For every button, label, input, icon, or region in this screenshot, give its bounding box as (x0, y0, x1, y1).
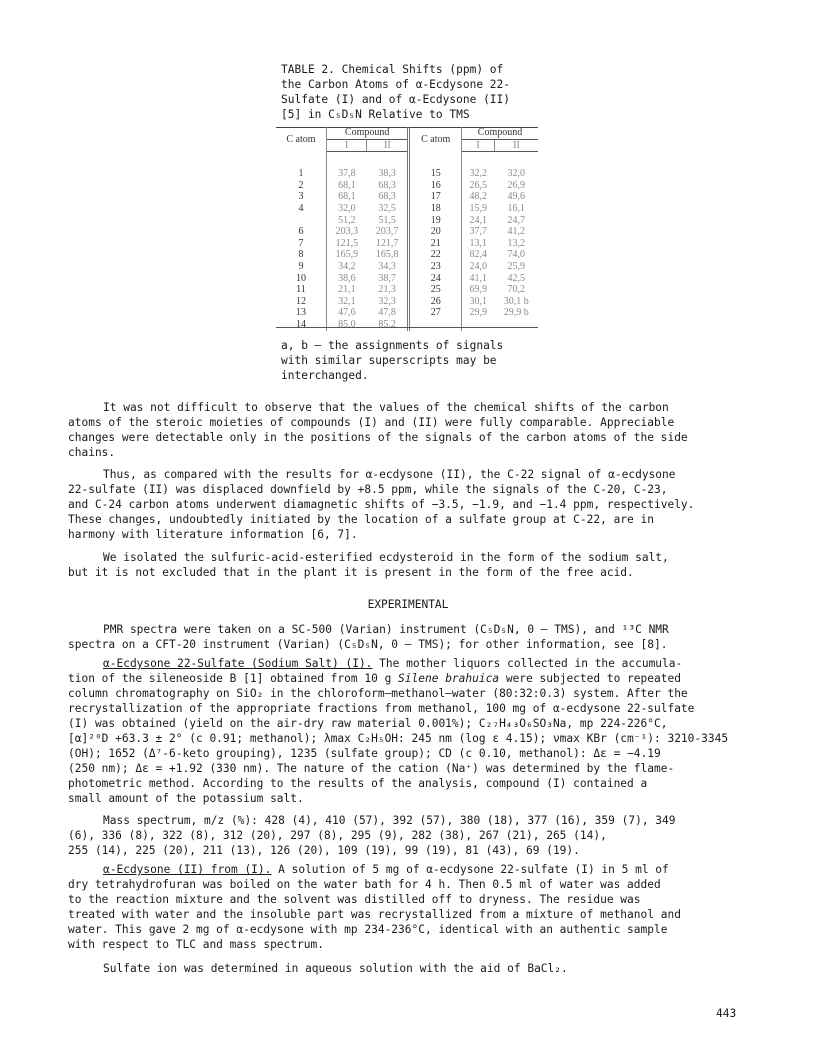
text-line: It was not difficult to observe that the values of the chemical shifts of the carbon (103, 401, 669, 414)
text-line: 22-sulfate (II) was displaced downfield by +8.5 ppm, while the signals of the C-20, C-23, (68, 483, 668, 496)
text-line (68, 862, 758, 877)
table-cell: 7 (276, 238, 326, 250)
table-footnote (281, 338, 541, 383)
text-line: 255 (14), 225 (20), 211 (13), 126 (20), 109 (19), 99 (19), 81 (43), 69 (19). (68, 844, 580, 857)
table-cell: 23 (409, 261, 462, 273)
paragraph-7 (68, 862, 758, 952)
table-cell: 4 (276, 203, 326, 215)
table-cell: 47,6 (338, 307, 356, 319)
caption-line: Sulfate (I) and of α-Ecdysone (II) (281, 93, 511, 106)
table-cell: 24,7 (507, 214, 525, 226)
table-cell: 82,4 (469, 249, 488, 261)
table-body (276, 152, 538, 331)
table-row (276, 203, 538, 215)
text-line: harmony with literature information [6, 7]. (68, 528, 358, 541)
table-cell: 19 (409, 215, 462, 227)
table-cell: 38,7 (367, 273, 409, 285)
table-cell: 8 (276, 249, 326, 261)
table-cell: 32,2 (469, 168, 488, 180)
text-span: A solution of 5 mg of α-ecdysone 22-sulfate (I) in 5 ml of (271, 863, 669, 876)
text-span: tion of the sileneoside B [1] obtained from 10 g (68, 672, 399, 685)
table-cell: 20 (409, 226, 462, 238)
table-cell: 26,9 (507, 179, 525, 191)
paragraph-4 (68, 622, 748, 652)
table-cell: 34,3 (367, 261, 409, 273)
table-cell: 17 (409, 191, 462, 203)
paragraph-5 (68, 656, 758, 806)
table-cell: 34,2 (338, 260, 356, 272)
table-cell: 25 (409, 284, 462, 296)
text-line: chains. (68, 446, 116, 459)
table-cell: 121,5 (335, 237, 359, 249)
table-cell: 21 (409, 238, 462, 250)
footnote-line: a, b — the assignments of signals (281, 339, 504, 352)
footnote-line: with similar superscripts may be (281, 354, 497, 367)
table-cell: 25,9 (507, 260, 525, 272)
header-compound-right: Compound (462, 127, 538, 139)
text-line: with respect to TLC and mass spectrum. (68, 938, 324, 951)
table-cell: 37,7 (469, 226, 488, 238)
table-row (276, 296, 538, 308)
table-cell: 15,9 (469, 202, 488, 214)
table-cell: 3 (276, 191, 326, 203)
table-cell: 24,0 (469, 260, 488, 272)
caption-line: the Carbon Atoms of α-Ecdysone 22- (281, 78, 511, 91)
table-cell: 41,2 (507, 226, 525, 238)
table-row (276, 249, 538, 261)
table-cell: 42,5 (507, 272, 525, 284)
text-line: (OH); 1652 (Δ⁷-6-keto grouping), 1235 (sulfate group); CD (c 0.10, methanol): Δε = −4.19 (68, 747, 661, 760)
header-compound-left: Compound (326, 127, 408, 139)
paragraph-8: Sulfate ion was determined in aqueous solution with the aid of BaCl₂. (103, 962, 568, 975)
table-cell: 70,2 (507, 284, 525, 296)
text-line: small amount of the potassium salt. (68, 792, 304, 805)
text-line: PMR spectra were taken on a SC-500 (Varian) instrument (C₅D₅N, 0 — TMS), and ¹³C NMR (103, 623, 669, 636)
header-c-atom-left: C atom (276, 127, 326, 152)
table-cell: 13 (276, 307, 326, 319)
table-row (276, 180, 538, 192)
table-cell: 85,2 (367, 319, 409, 331)
footnote-line: interchanged. (281, 369, 369, 382)
species-name: Silene brahuica (398, 672, 500, 685)
paragraph-2 (68, 467, 748, 542)
table-cell: 16,1 (507, 202, 525, 214)
table-cell (462, 319, 495, 331)
table-row (276, 319, 538, 331)
text-line: Thus, as compared with the results for α-ecdysone (II), the C-22 signal of α-ecdysone (103, 468, 676, 481)
table-cell: 68,1 (338, 191, 356, 203)
table-cell: 38,3 (367, 152, 409, 180)
table-row (276, 152, 538, 180)
table-cell: 24 (409, 273, 462, 285)
text-line: (I) was obtained (yield on the air-dry raw material 0.001%); C₂₇H₄₃O₆SO₃Na, mp 224-226°C, (68, 717, 668, 730)
table-cell: 6 (276, 226, 326, 238)
table-cell: 49,6 (507, 191, 525, 203)
table-cell (495, 319, 538, 331)
table-row (276, 226, 538, 238)
table-cell: 32,1 (338, 295, 356, 307)
caption-line: [5] in C₅D₅N Relative to TMS (281, 108, 470, 121)
table-row (276, 215, 538, 227)
header-col-ii: II (367, 139, 409, 152)
table-cell: 203,3 (335, 226, 359, 238)
table-cell: 74,0 (507, 249, 525, 261)
table-header-row (276, 127, 538, 139)
table-cell: 13,2 (507, 237, 525, 249)
table-cell: 30,1 (469, 295, 488, 307)
text-line: (6), 336 (8), 322 (8), 312 (20), 297 (8), 295 (9), 282 (38), 267 (21), 265 (14), (68, 829, 607, 842)
table-row (276, 307, 538, 319)
text-line (68, 656, 758, 671)
text-line: These changes, undoubtedly initiated by the location of a sulfate group at C-22, are in (68, 513, 654, 526)
text-line: spectra on a CFT-20 instrument (Varian) (C₅D₅N, 0 — TMS); for other information, see [8]. (68, 638, 668, 651)
table-cell: 69,9 (469, 284, 488, 296)
text-line: [α]²⁰D +63.3 ± 2° (c 0.91; methanol); λmax C₂H₅OH: 245 nm (log ε 4.15); νmax KBr (cm⁻¹): 3210-3345 (68, 732, 729, 745)
table-cell: 21,3 (367, 284, 409, 296)
table-cell: 51,5 (367, 215, 409, 227)
table-cell: 10 (276, 273, 326, 285)
header-col-ii: II (495, 139, 538, 152)
table-cell: 41,1 (469, 272, 488, 284)
table-cell: 51,2 (338, 214, 356, 226)
table-cell: 26 (409, 296, 462, 308)
text-line: photometric method. According to the results of the analysis, compound (I) contained a (68, 777, 648, 790)
text-line: to the reaction mixture and the solvent was distilled off to dryness. The residue was (68, 893, 641, 906)
table-cell: 37,8 (338, 168, 356, 180)
header-col-i: I (462, 139, 495, 152)
table-cell: 68,3 (367, 191, 409, 203)
table-cell: 85,0 (338, 318, 356, 330)
table-cell (409, 319, 462, 331)
caption-line: TABLE 2. Chemical Shifts (ppm) of (281, 63, 504, 76)
subsection-title: α-Ecdysone 22-Sulfate (Sodium Salt) (I). (103, 657, 373, 670)
table-cell: 32,0 (507, 168, 525, 180)
table-cell: 11 (276, 284, 326, 296)
table-cell: 68,3 (367, 180, 409, 192)
table-cell: 18 (409, 203, 462, 215)
text-line: and C-24 carbon atoms underwent diamagnetic shifts of −3.5, −1.9, and −1.4 ppm, respectively. (68, 498, 695, 511)
table-cell: 203,7 (367, 226, 409, 238)
table-row (276, 191, 538, 203)
table-cell: 165,9 (335, 249, 359, 261)
table-cell: 21,1 (338, 284, 356, 296)
text-span: were subjected to repeated (499, 672, 681, 685)
text-line (68, 671, 758, 686)
table-cell: 68,1 (338, 179, 356, 191)
table-row (276, 284, 538, 296)
text-line: dry tetrahydrofuran was boiled on the water bath for 4 h. Then 0.5 ml of water was added (68, 878, 661, 891)
table-cell: 15 (409, 152, 462, 180)
text-line: but it is not excluded that in the plant it is present in the form of the free acid. (68, 566, 634, 579)
text-line: changes were detectable only in the positions of the signals of the carbon atoms of the side (68, 431, 688, 444)
table-row (276, 261, 538, 273)
table-caption (281, 62, 551, 122)
table-cell: 27 (409, 307, 462, 319)
table-cell: 32,0 (338, 202, 356, 214)
paragraph-1 (68, 400, 748, 460)
text-span: The mother liquors collected in the accumula- (372, 657, 683, 670)
table-row (276, 238, 538, 250)
chemical-shifts-table (276, 127, 538, 331)
table-cell: 1 (276, 152, 326, 180)
table-row (276, 273, 538, 285)
paragraph-6 (68, 813, 748, 858)
table-cell: 29,9 b (503, 307, 529, 319)
table-cell: 26,5 (469, 179, 488, 191)
table-cell: 22 (409, 249, 462, 261)
page-number: 443 (716, 1007, 737, 1020)
table-cell: 16 (409, 180, 462, 192)
table-cell: 9 (276, 261, 326, 273)
table-bottom-rule (276, 327, 538, 328)
table-cell: 48,2 (469, 191, 488, 203)
table-cell: 29,9 (469, 307, 488, 319)
text-line: Mass spectrum, m/z (%): 428 (4), 410 (57), 392 (57), 380 (18), 377 (16), 359 (7), 349 (103, 814, 676, 827)
table-cell: 165,8 (367, 249, 409, 261)
text-line: treated with water and the insoluble part was recrystallized from a mixture of methanol and (68, 908, 681, 921)
text-line: atoms of the steroic moieties of compounds (I) and (II) were fully comparable. Appreciable (68, 416, 675, 429)
table-cell: 12 (276, 296, 326, 308)
header-col-i: I (326, 139, 366, 152)
paragraph-3 (68, 550, 748, 580)
table-cell: 30,1 b (503, 295, 529, 307)
table-cell: 38,6 (338, 272, 356, 284)
table-cell (276, 215, 326, 227)
table-cell: 13,1 (469, 237, 488, 249)
text-line: water. This gave 2 mg of α-ecdysone with mp 234-236°C, identical with an authentic sample (68, 923, 668, 936)
section-heading: EXPERIMENTAL (367, 598, 449, 611)
text-line: recrystallization of the appropriate fractions from methanol, 100 mg of α-ecdysone 22-sulfate (68, 702, 695, 715)
table-cell: 121,7 (367, 238, 409, 250)
text-line: column chromatography on SiO₂ in the chloroform—methanol—water (80:32:0.3) system. After the (68, 687, 688, 700)
header-c-atom-right: C atom (409, 127, 462, 152)
table-cell: 2 (276, 180, 326, 192)
text-line: (250 nm); Δε = +1.92 (330 nm). The nature of the cation (Na⁺) was determined by the flame- (68, 762, 675, 775)
subsection-title: α-Ecdysone (II) from (I). (103, 863, 272, 876)
text-line: We isolated the sulfuric-acid-esterified ecdysteroid in the form of the sodium salt, (103, 551, 669, 564)
table-cell: 14 (276, 319, 326, 331)
table-cell: 32,3 (367, 296, 409, 308)
table-cell: 32,5 (367, 203, 409, 215)
table-cell: 24,1 (469, 214, 488, 226)
table-cell: 47,8 (367, 307, 409, 319)
